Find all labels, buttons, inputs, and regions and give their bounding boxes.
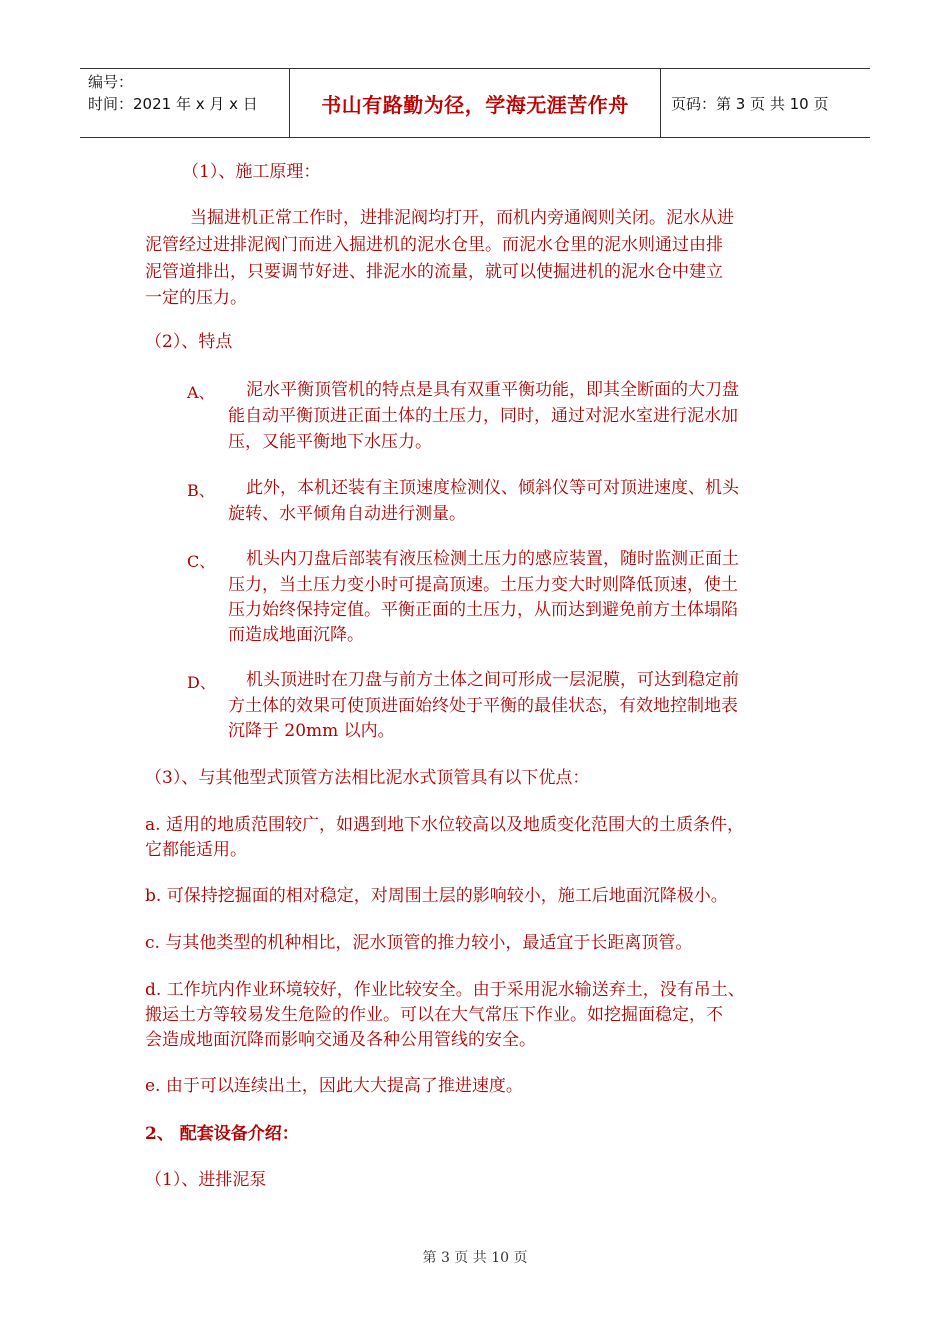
advantage-d-line-2: 搬运土方等较易发生危险的作业。可以在大气常压下作业。如挖掘面稳定，不 — [145, 1005, 723, 1025]
feature-d-line-3: 沉降于 20mm 以内。 — [228, 721, 395, 741]
principle-line-3: 泥管道排出，只要调节好进、排泥水的流量，就可以使掘进机的泥水仓中建立 — [145, 262, 723, 282]
section-title-principle: （1）、施工原理： — [182, 162, 321, 182]
page-header — [80, 68, 870, 138]
feature-a-line-2: 能自动平衡顶进正面土体的土压力，同时，通过对泥水室进行泥水加 — [228, 406, 738, 426]
feature-c-line-4: 而造成地面沉降。 — [228, 625, 364, 645]
section-title-equipment: 2、 配套设备介绍： — [145, 1124, 299, 1144]
advantage-a-line-2: 它都能适用。 — [145, 840, 247, 860]
feature-b-label: B、 — [187, 481, 215, 500]
feature-c-line-3: 压力始终保持定值。平衡正面的土压力，从而达到避免前方土体塌陷 — [228, 600, 738, 620]
principle-line-2: 泥管经过进排泥阀门而进入掘进机的泥水仓里。而泥水仓里的泥水则通过由排 — [145, 235, 723, 255]
page-footer: 第 3 页 共 10 页 — [422, 1250, 528, 1266]
feature-b-line-2: 旋转、水平倾角自动进行测量。 — [228, 504, 466, 524]
advantage-c-line-1: c. 与其他类型的机种相比，泥水顶管的推力较小，最适宜于长距离顶管。 — [145, 933, 693, 953]
feature-a-line-1: 泥水平衡顶管机的特点是具有双重平衡功能，即其全断面的大刀盘 — [246, 380, 739, 400]
feature-c-line-2: 压力，当土压力变小时可提高顶速。土压力变大时则降低顶速，使土 — [228, 575, 738, 595]
advantage-a-line-1: a. 适用的地质范围较广，如遇到地下水位较高以及地质变化范围大的土质条件， — [145, 815, 744, 835]
serial-label: 编号： — [88, 73, 134, 91]
header-motto: 书山有路勤为径，学海无涯苦作舟 — [290, 69, 661, 137]
advantage-b-line-1: b. 可保持挖掘面的相对稳定，对周围土层的影响较小，施工后地面沉降极小。 — [145, 886, 728, 906]
advantage-d-line-3: 会造成地面沉降而影响交通及各种公用管线的安全。 — [145, 1030, 536, 1050]
feature-c-label: C、 — [187, 552, 216, 571]
header-page-info: 页码：第 3 页 共 10 页 — [671, 94, 829, 113]
section-title-features: （2）、特点 — [145, 332, 233, 352]
section-title-advantages: （3）、与其他型式顶管方法相比泥水式顶管具有以下优点： — [145, 768, 590, 788]
advantage-e-line-1: e. 由于可以连续出土，因此大大提高了推进速度。 — [145, 1076, 523, 1096]
feature-d-label: D、 — [187, 673, 216, 692]
principle-line-1: 当掘进机正常工作时，进排泥阀均打开，而机内旁通阀则关闭。泥水从进 — [190, 208, 734, 228]
feature-d-line-1: 机头顶进时在刀盘与前方土体之间可形成一层泥膜，可达到稳定前 — [246, 670, 739, 690]
feature-c-line-1: 机头内刀盘后部装有液压检测土压力的感应装置，随时监测正面土 — [246, 549, 739, 569]
advantage-d-line-1: d. 工作坑内作业环境较好，作业比较安全。由于采用泥水输送弃土，没有吊土、 — [145, 980, 745, 1000]
header-left-cell — [80, 69, 290, 137]
feature-d-line-2: 方土体的效果可使顶进面始终处于平衡的最佳状态，有效地控制地表 — [228, 696, 738, 716]
section-title-pump: （1）、进排泥泵 — [145, 1170, 267, 1190]
feature-a-line-3: 压，又能平衡地下水压力。 — [228, 432, 432, 452]
feature-b-line-1: 此外，本机还装有主顶速度检测仪、倾斜仪等可对顶进速度、机头 — [246, 478, 739, 498]
time-label: 时间：2021 年 x 月 x 日 — [88, 95, 258, 113]
principle-line-4: 一定的压力。 — [145, 288, 247, 308]
feature-a-label: A、 — [187, 383, 215, 402]
